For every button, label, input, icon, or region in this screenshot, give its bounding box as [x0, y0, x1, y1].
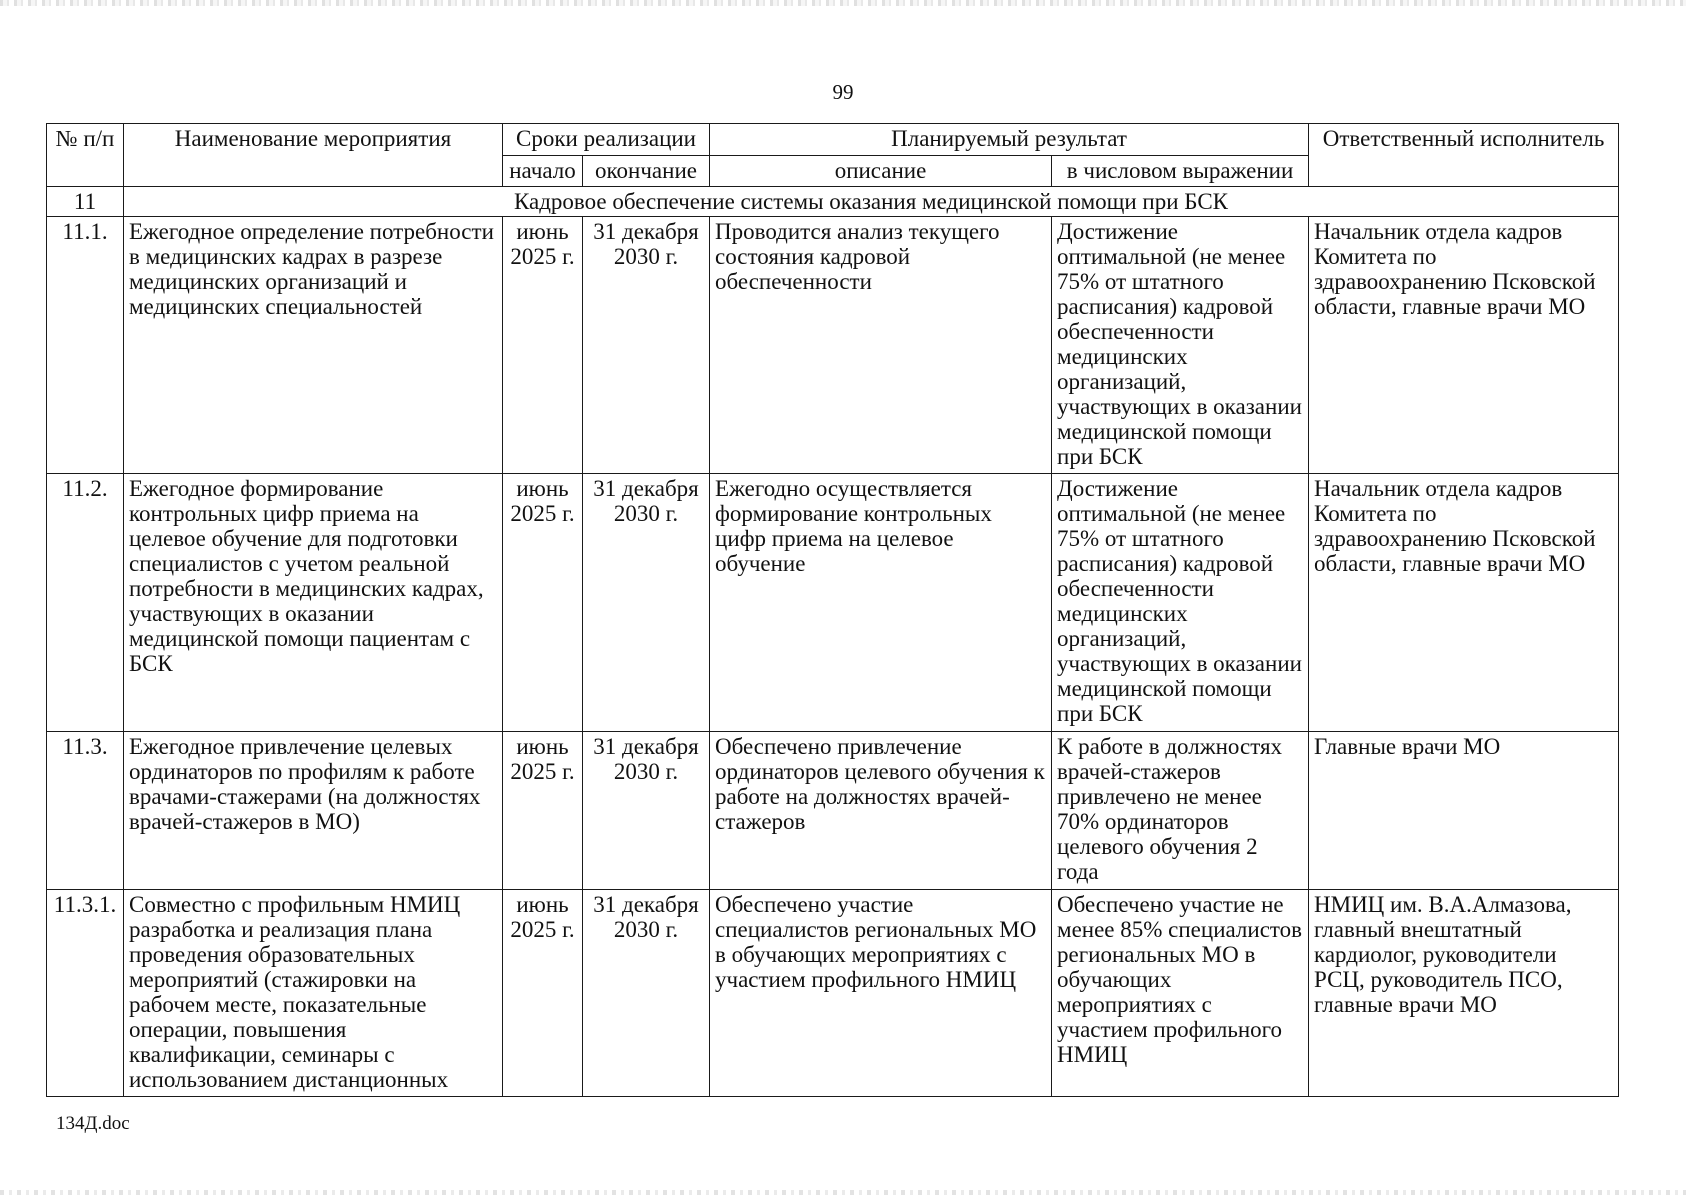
row-start: июнь 2025 г. — [503, 890, 583, 1097]
section-num: 11 — [47, 187, 124, 217]
measures-table — [46, 123, 1619, 1097]
scan-edge-top — [0, 0, 1686, 6]
row-numeric: Достижение оптимальной (не менее 75% от штатного расписания) кадровой обеспеченности медицинских организаций, участвующих в оказании медицинской помощи при БСК — [1052, 474, 1309, 732]
header-end: окончание — [583, 156, 710, 187]
row-name: Совместно с профильным НМИЦ разработка и реализация плана проведения образовательных мероприятий (стажировки на рабочем месте, показательные операции, повышения квалификации, семинары с использованием дистанционных — [124, 890, 503, 1097]
header-period: Сроки реализации — [503, 124, 710, 156]
file-name-footer: 134Д.doc — [56, 1113, 130, 1134]
row-description: Ежегодно осуществляется формирование контрольных цифр приема на целевое обучение — [710, 474, 1052, 732]
row-name: Ежегодное определение потребности в медицинских кадрах в разрезе медицинских организаций и медицинских специальностей — [124, 217, 503, 474]
header-name: Наименование мероприятия — [124, 124, 503, 187]
row-numeric: Достижение оптимальной (не менее 75% от штатного расписания) кадровой обеспеченности медицинских организаций, участвующих в оказании медицинской помощи при БСК — [1052, 217, 1309, 474]
row-start: июнь 2025 г. — [503, 474, 583, 732]
row-end: 31 декабря 2030 г. — [583, 474, 710, 732]
row-name: Ежегодное формирование контрольных цифр приема на целевое обучение для подготовки специалистов с учетом реальной потребности в медицинских кадрах, участвующих в оказании медицинской помощи пациентам с БСК — [124, 474, 503, 732]
section-row — [47, 187, 1619, 217]
header-start: начало — [503, 156, 583, 187]
row-end: 31 декабря 2030 г. — [583, 732, 710, 890]
table-row — [47, 732, 1619, 890]
table-row — [47, 474, 1619, 732]
page-number: 99 — [832, 80, 854, 104]
row-name: Ежегодное привлечение целевых ординаторов по профилям к работе врачами-стажерами (на должностях врачей-стажеров в МО) — [124, 732, 503, 890]
row-num: 11.2. — [47, 474, 124, 732]
row-description: Обеспечено участие специалистов региональных МО в обучающих мероприятиях с участием профильного НМИЦ — [710, 890, 1052, 1097]
row-start: июнь 2025 г. — [503, 732, 583, 890]
row-end: 31 декабря 2030 г. — [583, 217, 710, 474]
row-responsible: НМИЦ им. В.А.Алмазова, главный внештатный кардиолог, руководители РСЦ, руководитель ПСО, главные врачи МО — [1309, 890, 1619, 1097]
scan-edge-bottom — [0, 1190, 1686, 1195]
header-num: № п/п — [47, 124, 124, 187]
header-result: Планируемый результат — [710, 124, 1309, 156]
header-responsible: Ответственный исполнитель — [1309, 124, 1619, 187]
row-num: 11.1. — [47, 217, 124, 474]
row-num: 11.3.1. — [47, 890, 124, 1097]
row-numeric: К работе в должностях врачей-стажеров привлечено не менее 70% ординаторов целевого обучения 2 года — [1052, 732, 1309, 890]
row-numeric: Обеспечено участие не менее 85% специалистов региональных МО в обучающих мероприятиях с участием профильного НМИЦ — [1052, 890, 1309, 1097]
row-num: 11.3. — [47, 732, 124, 890]
row-responsible: Главные врачи МО — [1309, 732, 1619, 890]
header-numeric: в числовом выражении — [1052, 156, 1309, 187]
row-end: 31 декабря 2030 г. — [583, 890, 710, 1097]
row-responsible: Начальник отдела кадров Комитета по здравоохранению Псковской области, главные врачи МО — [1309, 474, 1619, 732]
row-start: июнь 2025 г. — [503, 217, 583, 474]
table-row — [47, 217, 1619, 474]
row-responsible: Начальник отдела кадров Комитета по здравоохранению Псковской области, главные врачи МО — [1309, 217, 1619, 474]
section-title: Кадровое обеспечение системы оказания медицинской помощи при БСК — [124, 187, 1619, 217]
row-description: Обеспечено привлечение ординаторов целевого обучения к работе на должностях врачей-стажеров — [710, 732, 1052, 890]
row-description: Проводится анализ текущего состояния кадровой обеспеченности — [710, 217, 1052, 474]
table-row — [47, 890, 1619, 1097]
header-description: описание — [710, 156, 1052, 187]
